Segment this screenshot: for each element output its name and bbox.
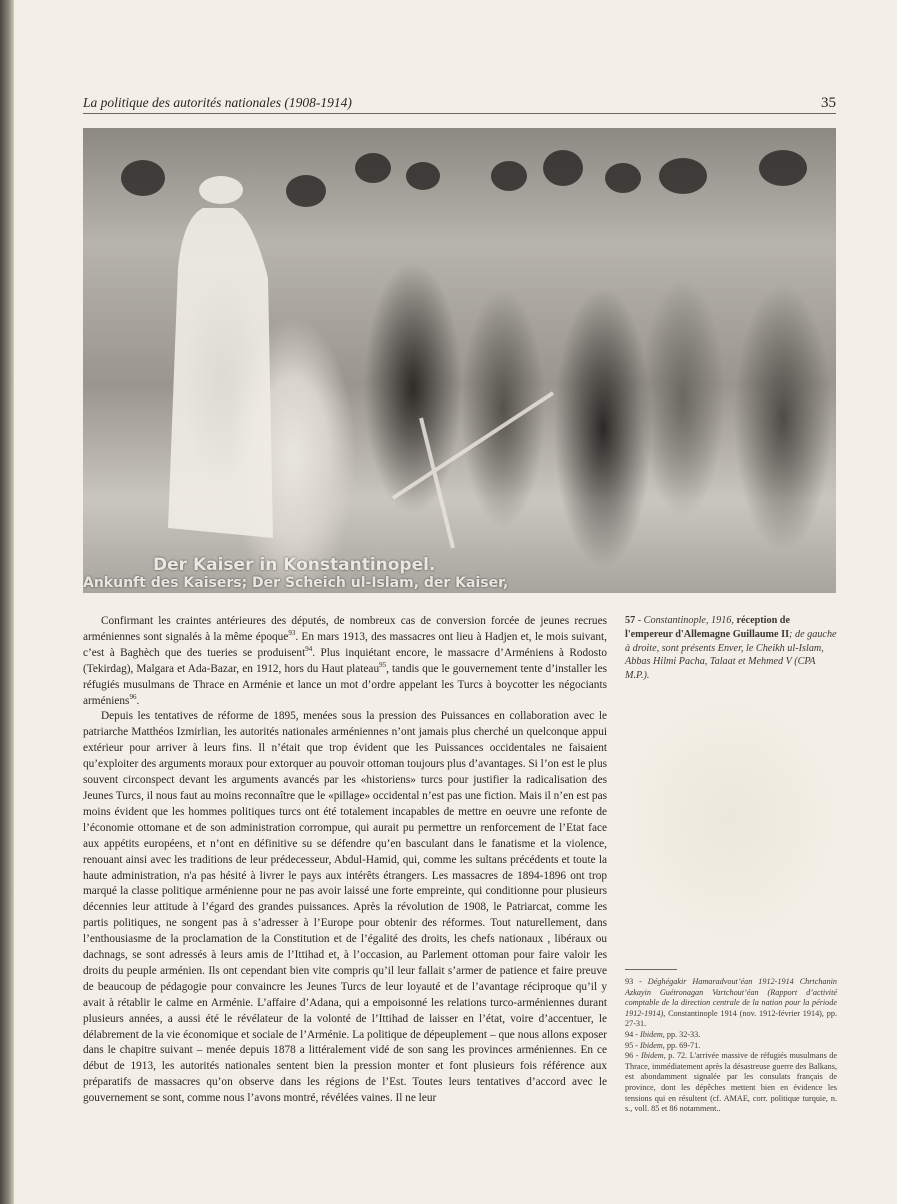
footnote-ref-93: 93: [288, 629, 296, 638]
footnote-divider: [625, 969, 677, 970]
footnote-96: 96 - Ibidem, p. 72. L'arrivée massive de réfugiés musulmans de Thrace, immédiatement après la désastreuse guerre des Balkans, est abondamment signalée par les consulats français de province, dont les dépêches mettent bien en évidence les tensions qui en résultent (cf. AMAE, corr. politique turquie, n. s., voll. 85 et 86 notamment..: [625, 1051, 838, 1114]
figure-number: 57: [625, 615, 636, 626]
footnote-95: 95 - Ibidem, pp. 69-71.: [625, 1040, 701, 1050]
footnote-ref-96: 96: [129, 692, 137, 701]
footnote-93: 93 - Déghégakir Hamaradvout’éan 1912-1914 Chrtchanin Azkayin Guétronagan Vartchout’éan (Rapport d’activité comptable de la direction centrale de la nation pour la période 1912-1914), Constantinople 1914 (nov. 1912-février 1914), pp. 27-31.: [625, 977, 837, 1029]
historical-photograph: [83, 128, 836, 593]
book-spine-shadow: [0, 0, 14, 1204]
footnote-ref-94: 94: [305, 645, 313, 654]
footnote-94: 94 - Ibidem, pp. 32-33.: [625, 1029, 701, 1039]
faded-watermark-area: [625, 700, 837, 940]
running-header: [83, 95, 836, 114]
footnote-ref-95: 95: [379, 660, 387, 669]
running-title: La politique des autorités nationales (1908-1914): [83, 95, 352, 110]
page-number: 35: [821, 95, 836, 111]
photo-caption-line-1: Der Kaiser in Konstantinopel.: [153, 555, 436, 575]
paragraph-2: Depuis les tentatives de réforme de 1895, menées sous la pression des Puissances en collaboration avec le patriarche Matthéos Izmirlian, les autorités nationales arméniennes n’ont jamais plus cherché un quelconque appui extérieur pour arriver à leurs fins. Il n’était que trop évident que les Puissances occidentales ne faisaient qu’exploiter des arguments moraux pour extorquer au pouvoir ottoman toujours plus d’avantages. Si l’on est le plus souvent circonspect devant les arguments avancés par les «historiens» turcs pour justifier la radicalisation des Jeunes Turcs, il nous faut au moins reconnaître que le «pillage» occidental n’est pas une fiction. Mais il n’en est pas moins évident que les hommes politiques turcs ont été totalement incapables de mettre en oeuvre une refonte de l’économie ottomane et de son administration corrompue, qui aurait pu permettre un renforcement de l’Etat face aux appétits européens, et n’ont en définitive su se défendre qu’en basculant dans le fanatisme et la violence, renouant ainsi avec les traditions de leur prédecesseur, Abdul-Hamid, qui, comme les sultans précédents et toute la haute administration, n'a pas hésité à livrer le pays aux intérêts étrangers. Les massacres de 1894-1896 ont trop marqué la classe politique arménienne pour ne pas avoir laissé une forte empreinte, qui conditionne pour plusieurs décennies leur attitude à l’égard des grandes puissances. Après la révolution de 1908, le Patriarcat, comme les partis politiques, ne songent pas à s’adresser à l’Europe pour obtenir des réformes. Tout naturellement, dans l’enthousiasme de la proclamation de la Constitution et de l’égalité des droits, les chefs nationaux , libéraux ou dachnags, se sont adressés à leurs amis de l’Ittihad et, à l’occasion, au Parlement ottoman pour faire valoir les droits du peuple arménien. Ils ont cependant bien vite compris qu’il leur fallait s’armer de patience et faire preuve de beaucoup de pédagogie pour convaincre les Jeunes Turcs de leur loyauté et de l’avantage réciproque qu’il y avait à rétablir le calme en Arménie. L’affaire d’Adana, qui a empoisonné les relations turco-arméniennes durant plusieurs années, a aussi été le révélateur de la volonté de l’Ittihad de laisser en l’état, voire d’accentuer, le délabrement de la vie économique et sociale de l’Arménie. La politique de dépeuplement – que nous allons exposer dans le chapitre suivant – menée depuis 1878 a littéralement vidé de son sang les provinces arméniennes. En ce début de 1913, les autorités nationales sentent bien la pression monter et font plusieurs fois référence aux préparatifs de massacres qu’on observe dans les régions de l’Est. Toutes leurs tentatives d’accord avec le gouvernement se sont, comme nous l’avons montré, révélées vaines. Il ne leur: [83, 710, 607, 1105]
photo-caption-line-2: Ankunft des Kaisers; Der Scheich ul-Islam, der Kaiser,: [83, 575, 509, 591]
caption-emphasis: réception de l'empereur d'Allemagne Guillaume II: [625, 615, 790, 640]
main-text-column: [83, 614, 607, 1107]
paragraph-1: Confirmant les craintes antérieures des députés, de nombreux cas de conversion forcée de jeunes recrues arméniennes sont signalés à la même époque$^{93}$. En mars 1913, des massacres ont lieu à Hadjen et, le mois suivant, c’est à Baghèch que des tueries se produisent$^{94}$. Plus inquiétant encore, le massacre d’Arméniens à Rodosto (Tekirdag), Malgara et Ada-Bazar, en 1912, hors du Haut plateau$^{95}$, tandis que le gouvernement tente d’installer les réfugiés musulmans de Thrace en Arménie et lance un mot d’ordre appelant les Turcs à boycotter les négociants arméniens$^{96}$.: [83, 615, 608, 707]
figure-caption: 57 - Constantinople, 1916, réception de l'empereur d'Allemagne Guillaume II; de gauche à droite, sont présents Enver, le Cheikh ul-Islam, Abbas Hilmi Pacha, Talaat et Mehmed V (CPA M.P.).: [625, 615, 837, 682]
photo-figures-illustration: [83, 128, 836, 593]
footnotes: [625, 977, 837, 1115]
